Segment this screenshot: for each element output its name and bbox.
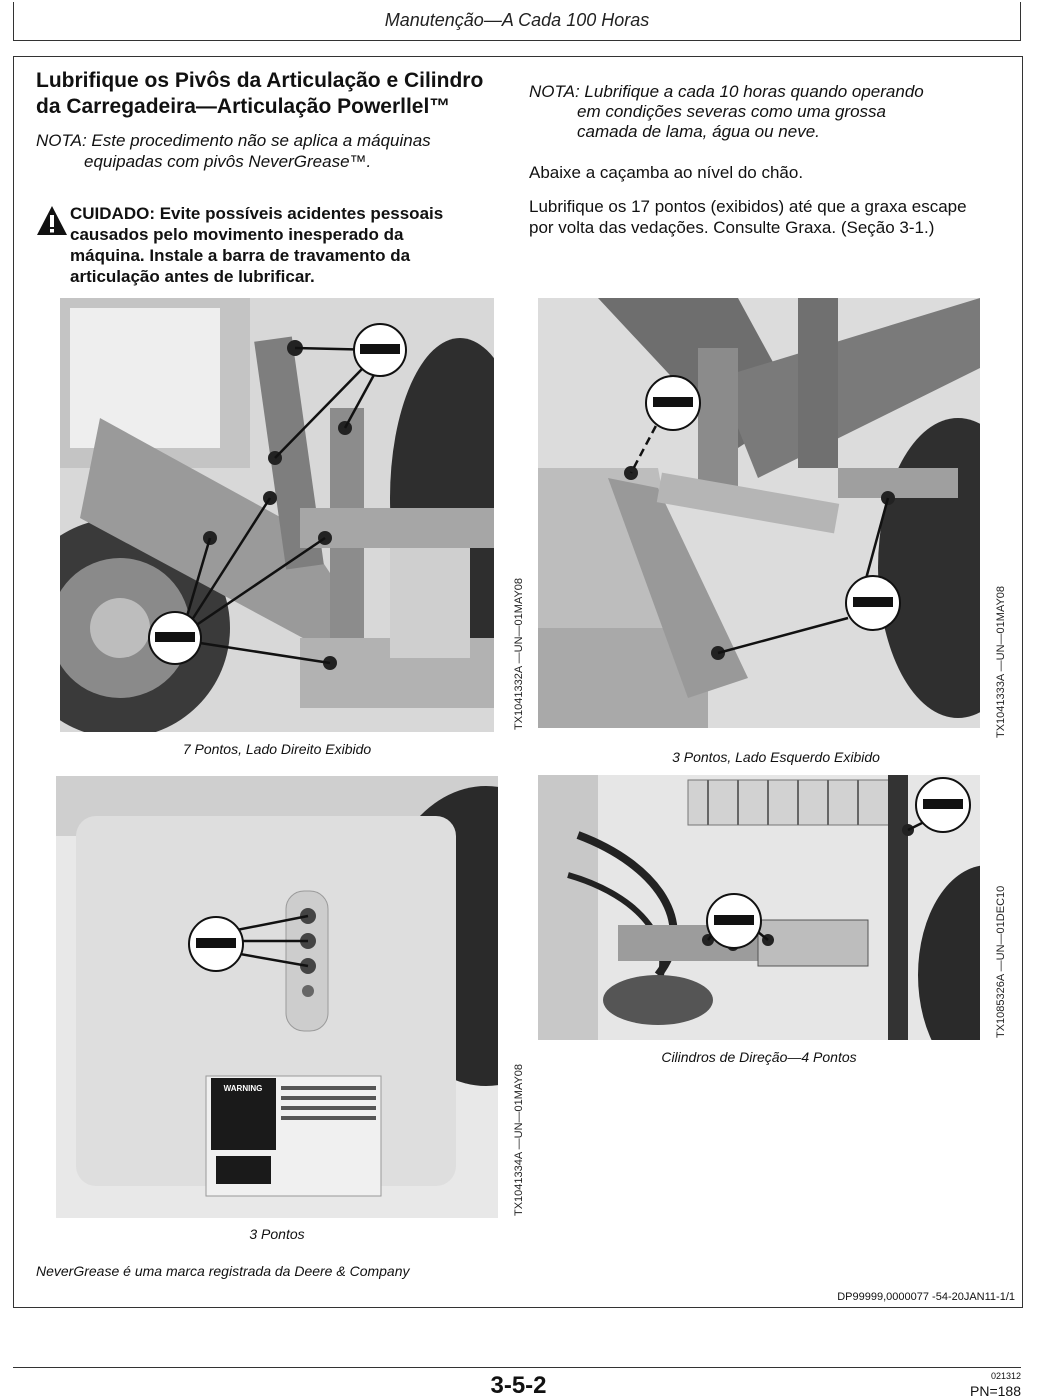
note-line: equipadas com pivôs NeverGrease™. [84,152,372,171]
footer-divider [13,1367,1021,1368]
warning-triangle-icon [36,205,68,237]
footer-pn: PN=188 [970,1383,1021,1399]
note-line: camada de lama, água ou neve. [577,122,820,141]
caution-line: articulação antes de lubrificar. [70,267,315,286]
document-reference: DP99999,0000077 -54-20JAN11-1/1 [837,1291,1015,1303]
figure-id: TX1041333A —UN—01MAY08 [995,585,1007,738]
note-line: em condições severas como uma grossa [577,102,886,121]
section-title-line: da Carregadeira—Articulação Powerllel™ [36,95,451,118]
figure-caption: 7 Pontos, Lado Direito Exibido [182,741,372,757]
instruction-line: por volta das vedações. Consulte Graxa. (Seção 3-1.) [529,218,935,237]
instruction-line: Lubrifique os 17 pontos (exibidos) até que a graxa escape [529,197,967,216]
note-line: NOTA: Lubrifique a cada 10 horas quando operando [529,82,924,101]
header-frame [13,2,1021,41]
caution-line: causados pelo movimento inesperado da [70,225,404,244]
figure-left-side-linkage [538,298,980,728]
note-line: NOTA: Este procedimento não se aplica a máquinas [36,131,431,150]
header-title: Manutenção—A Cada 100 Horas [384,10,650,30]
figure-id: TX1041334A —UN—01MAY08 [513,1063,525,1216]
figure-caption: 3 Pontos [249,1226,305,1242]
instruction-lower-bucket: Abaixe a caçamba ao nível do chão. [529,163,804,182]
figure-id: TX1085326A —UN—01DEC10 [995,885,1007,1038]
caution-line: máquina. Instale a barra de travamento da [70,246,411,265]
figure-caption: Cilindros de Direção—4 Pontos [661,1049,857,1065]
trademark-footnote: NeverGrease é uma marca registrada da Deere & Company [36,1263,410,1279]
figure-three-points [56,776,498,1218]
figure-right-side-linkage [60,298,494,732]
figure-steering-cylinders [538,775,980,1040]
section-title [36,68,516,120]
note-severe-conditions [529,82,1009,142]
instruction-lubricate [529,196,1009,238]
page-number: 3-5-2 [490,1372,547,1399]
figure-caption: 3 Pontos, Lado Esquerdo Exibido [672,749,880,765]
note-nevergrease [36,130,506,172]
warning-decal-label: WARNING [223,1084,263,1093]
caution-line: CUIDADO: Evite possíveis acidentes pessoais [70,204,444,223]
footer-code: 021312 [990,1371,1021,1381]
section-title-line: Lubrifique os Pivôs da Articulação e Cilindro [36,69,484,92]
figure-id: TX1041332A —UN—01MAY08 [513,577,525,730]
